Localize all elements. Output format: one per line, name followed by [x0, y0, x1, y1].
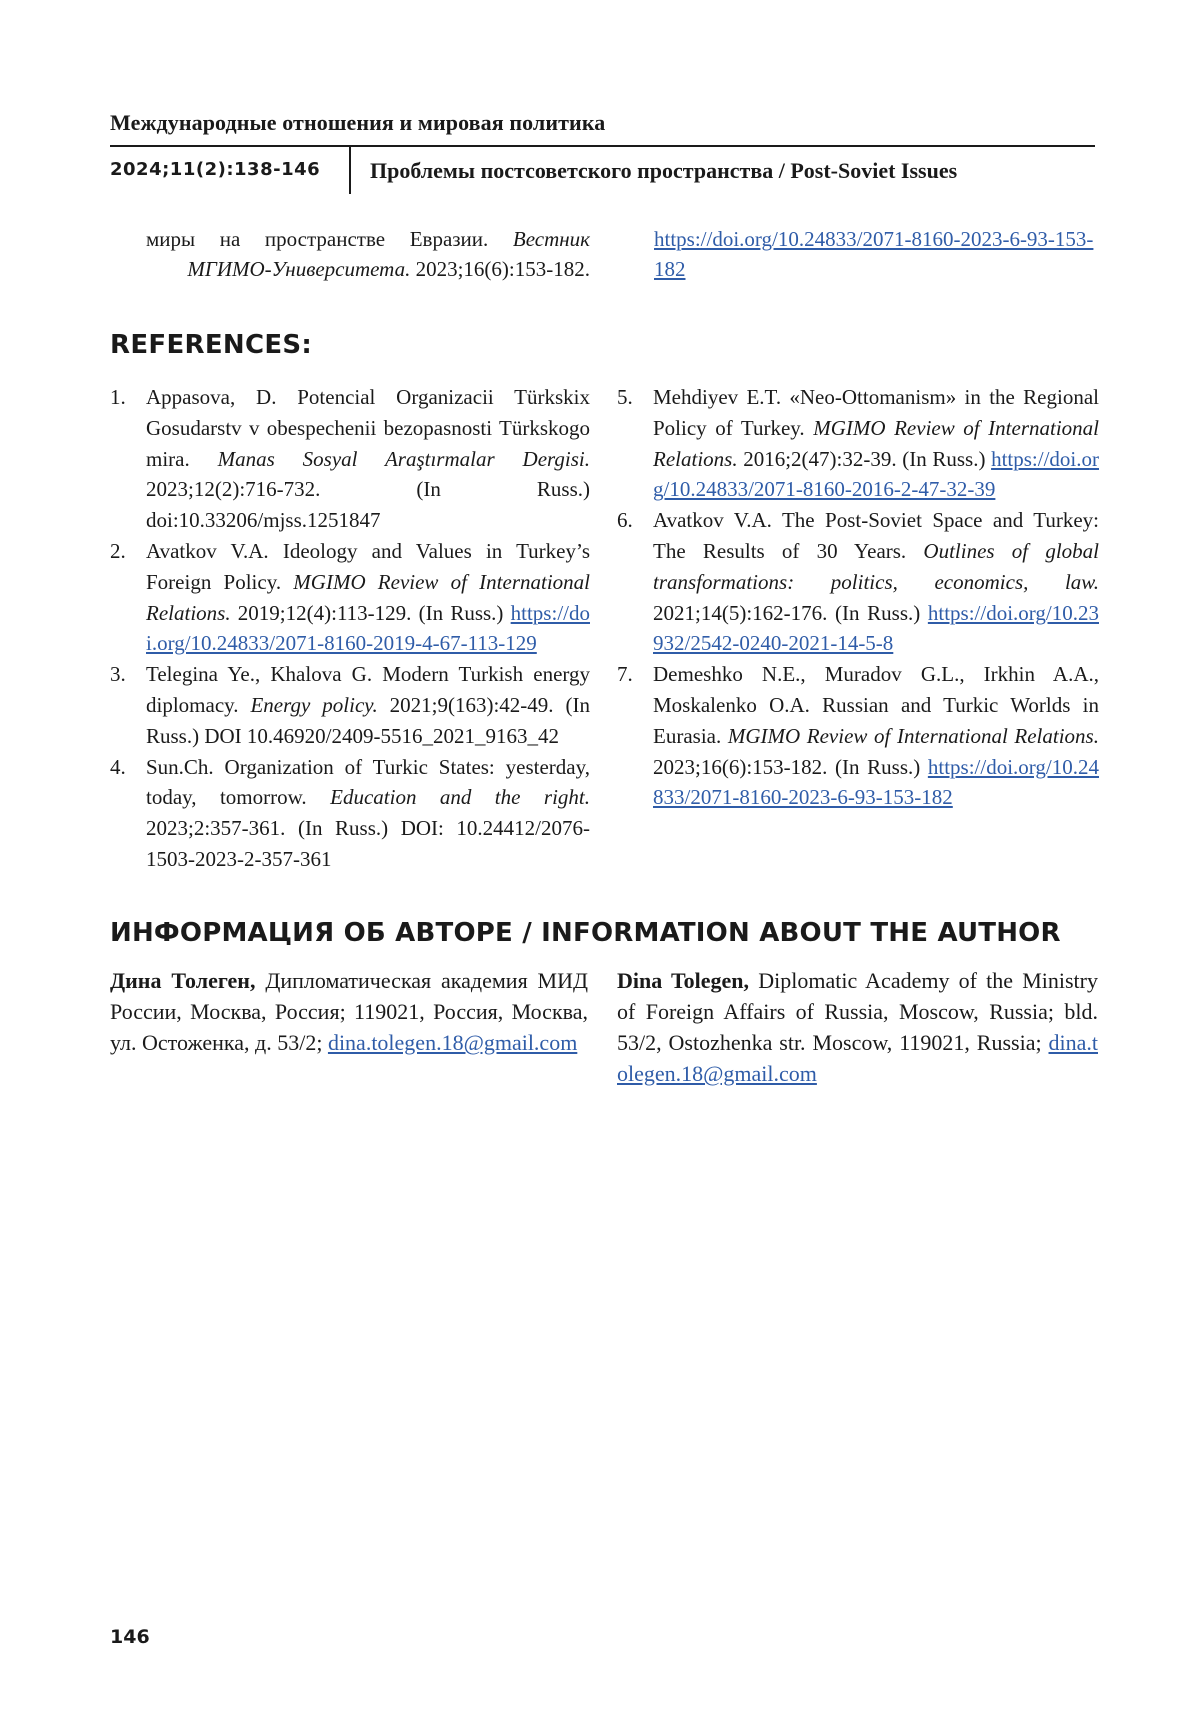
- header-separator: [349, 147, 351, 194]
- continued-reference-doi-link[interactable]: https://doi.org/10.24833/2071-8160-2023-6-93-153-182: [654, 227, 1093, 281]
- journal-page: [0, 0, 1200, 1710]
- reference-item-7: 7. Demeshko N.E., Muradov G.L., Irkhin A.A., Moskalenko O.A. Russian and Turkic Worlds in Eurasia. MGIMO Review of International Relations. 2023;16(6):153-182. (In Russ.) https://doi.org/10.24833/2071-8160-2023-6-93-153-182: [617, 659, 1099, 813]
- references-heading: REFERENCES:: [110, 330, 312, 360]
- references-list-left: [110, 382, 590, 875]
- continued-reference-link-block: [654, 225, 1099, 284]
- author-name-ru: Дина Толеген,: [110, 968, 255, 993]
- references-list-right: [617, 382, 1099, 813]
- reference-item-5: 5. Mehdiyev E.T. «Neo-Ottomanism» in the Regional Policy of Turkey. MGIMO Review of International Relations. 2016;2(47):32-39. (In Russ.) https://doi.org/10.24833/2071-8160-2016-2-47-32-39: [617, 382, 1099, 505]
- author-info-russian: Дина Толеген, Дипломатическая академия МИД России, Москва, Россия; 119021, Россия, Москва, ул. Остоженка, д. 53/2; dina.tolegen.18@gmail.com: [110, 965, 588, 1058]
- author-name-en: Dina Tolegen,: [617, 968, 749, 993]
- reference-item-3: 3. Telegina Ye., Khalova G. Modern Turkish energy diplomacy. Energy policy. 2021;9(163):42-49. (In Russ.) DOI 10.46920/2409-5516_2021_9163_42: [110, 659, 590, 751]
- issue-reference: 2024;11(2):138-146: [110, 159, 320, 180]
- reference-5-doi-link[interactable]: https://doi.org/10.24833/2071-8160-2016-2-47-32-39: [653, 447, 1099, 502]
- reference-item-2: 2. Avatkov V.A. Ideology and Values in Turkey’s Foreign Policy. MGIMO Review of International Relations. 2019;12(4):113-129. (In Russ.) https://doi.org/10.24833/2071-8160-2019-4-67-113-129: [110, 536, 590, 659]
- author-email-link-en[interactable]: dina.tolegen.18@gmail.com: [617, 1030, 1098, 1086]
- section-title: Проблемы постсоветского пространства / Post-Soviet Issues: [370, 158, 957, 184]
- reference-2-doi-link[interactable]: https://doi.org/10.24833/2071-8160-2019-4-67-113-129: [146, 601, 590, 656]
- reference-7-doi-link[interactable]: https://doi.org/10.24833/2071-8160-2023-6-93-153-182: [653, 755, 1099, 810]
- journal-title: Международные отношения и мировая политика: [110, 110, 605, 136]
- reference-item-4: 4. Sun.Ch. Organization of Turkic States: yesterday, today, tomorrow. Education and the right. 2023;2:357-361. (In Russ.) DOI: 10.24412/2076-1503-2023-2-357-361: [110, 752, 590, 875]
- continued-reference-text: миры на пространстве Евразии. Вестник МГИМО-Университета. 2023;16(6):153-182.: [146, 225, 590, 284]
- page-number: 146: [110, 1626, 150, 1648]
- author-email-link-ru[interactable]: dina.tolegen.18@gmail.com: [328, 1030, 577, 1055]
- author-info-heading: ИНФОРМАЦИЯ ОБ АВТОРЕ / INFORMATION ABOUT THE AUTHOR: [110, 918, 1061, 948]
- header-rule: [110, 145, 1095, 147]
- reference-6-doi-link[interactable]: https://doi.org/10.23932/2542-0240-2021-14-5-8: [653, 601, 1099, 656]
- reference-item-6: 6. Avatkov V.A. The Post-Soviet Space and Turkey: The Results of 30 Years. Outlines of global transformations: politics, economics, law. 2021;14(5):162-176. (In Russ.) https://doi.org/10.23932/2542-0240-2021-14-5-8: [617, 505, 1099, 659]
- reference-item-1: 1. Appasova, D. Potencial Organizacii Türkskix Gosudarstv v obespechenii bezopasnosti Türkskogo mira. Manas Sosyal Araştırmalar Dergisi. 2023;12(2):716-732. (In Russ.) doi:10.33206/mjss.1251847: [110, 382, 590, 536]
- author-info-english: Dina Tolegen, Diplomatic Academy of the Ministry of Foreign Affairs of Russia, Moscow, Russia; bld. 53/2, Ostozhenka str. Moscow, 119021, Russia; dina.tolegen.18@gmail.com: [617, 965, 1098, 1089]
